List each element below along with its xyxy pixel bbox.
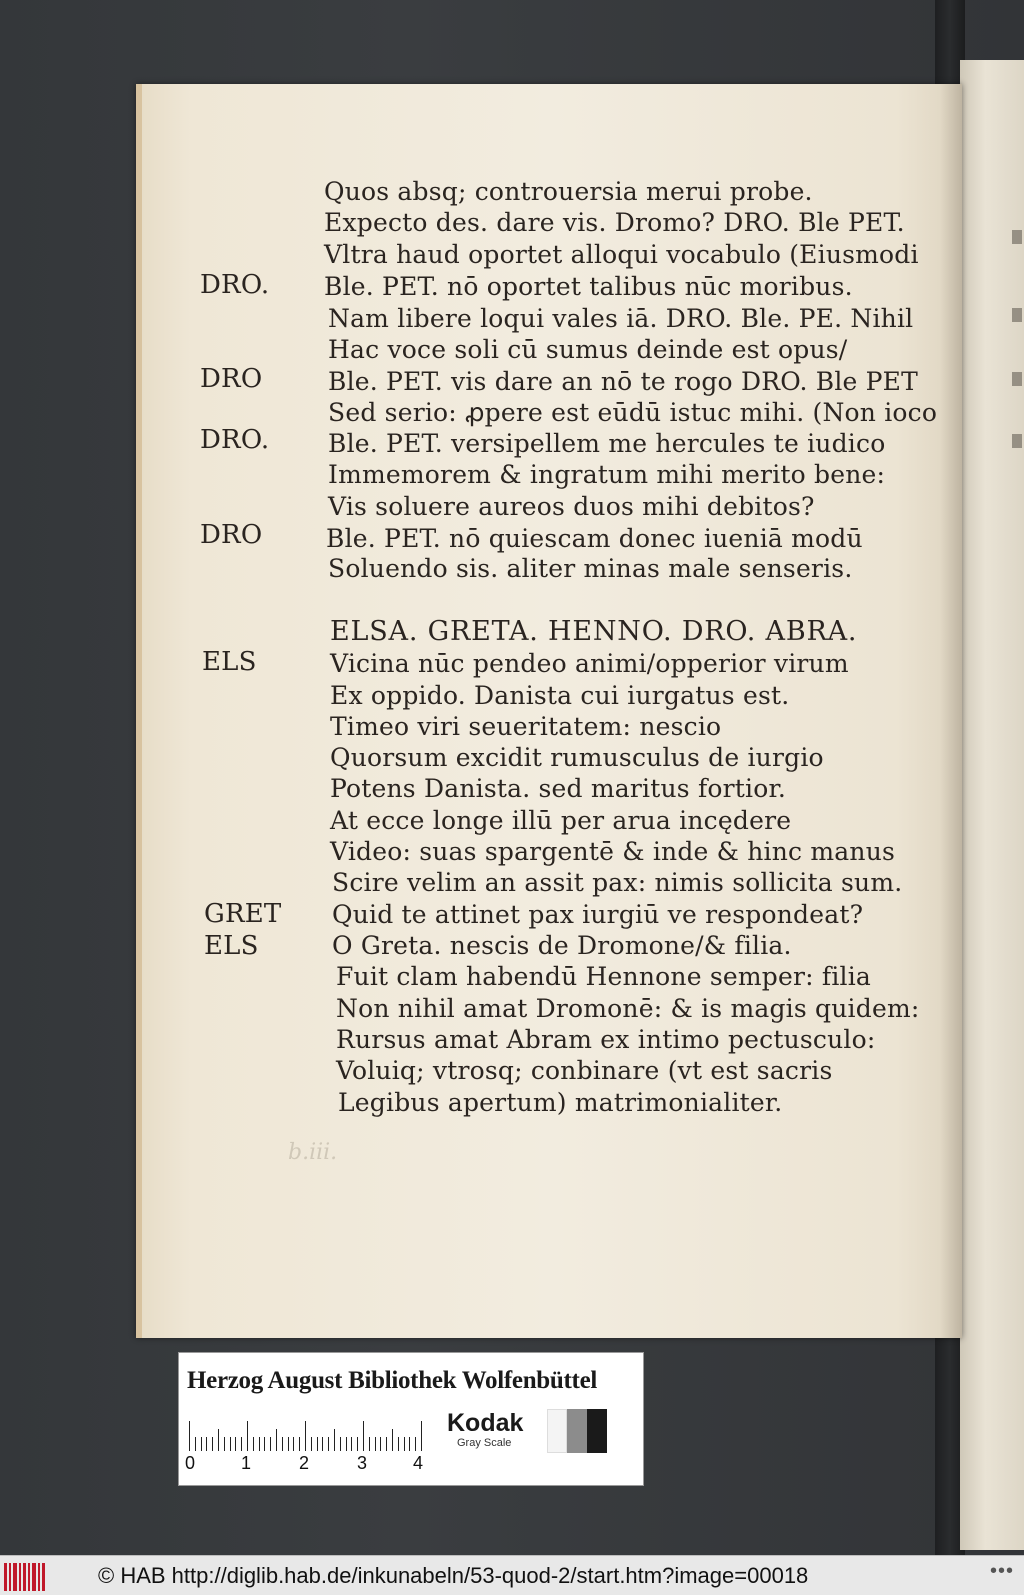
ruler-tick <box>212 1437 213 1451</box>
ruler-tick <box>264 1437 265 1451</box>
hab-logo-icon <box>4 1563 48 1591</box>
ruler-tick <box>293 1437 294 1451</box>
ruler-tick <box>241 1437 242 1451</box>
verse-line: Rursus amat Abram ex intimo pectusculo: <box>336 1025 876 1054</box>
more-menu-icon[interactable]: ••• <box>989 1560 1014 1582</box>
ruler-number: 0 <box>185 1453 196 1473</box>
footer-bar <box>0 1555 1024 1595</box>
verse-line: Ex oppido. Danista cui iurgatus est. <box>330 681 790 710</box>
book-page <box>136 84 962 1338</box>
scale-ruler <box>189 1411 431 1451</box>
verse-line: At ecce longe illū per arua incędere <box>330 806 792 835</box>
verse-line: Ble. PET. vis dare an nō te rogo DRO. Ble PET <box>328 367 919 396</box>
ruler-tick <box>322 1437 323 1451</box>
ruler-number: 4 <box>413 1453 424 1473</box>
signature-mark: b.iii. <box>288 1140 338 1165</box>
verse-line: Scire velim an assit pax: nimis sollicita sum. <box>332 868 903 897</box>
verse-line: Vis soluere aureos duos mihi debitos? <box>328 492 815 521</box>
ruler-tick <box>201 1437 202 1451</box>
ruler-tick <box>247 1421 248 1451</box>
verse-line: Vicina nūc pendeo animi/opperior virum <box>330 649 849 678</box>
speaker-label: DRO <box>200 520 263 550</box>
ruler-tick <box>305 1421 306 1451</box>
kodak-subtitle: Gray Scale <box>457 1437 512 1449</box>
verse-line: Vltra haud oportet alloqui vocabulo (Eiusmodi <box>324 240 919 269</box>
gray-patch-white <box>547 1409 567 1453</box>
ruler-tick <box>380 1437 381 1451</box>
ruler-tick <box>288 1437 289 1451</box>
ruler-tick <box>270 1437 271 1451</box>
verse-line: Immemorem & ingratum mihi merito bene: <box>328 460 886 489</box>
ruler-tick <box>415 1437 416 1451</box>
bleed-through-mark <box>1012 372 1022 386</box>
verse-line: Timeo viri seueritatem: nescio <box>330 712 722 741</box>
ruler-tick <box>340 1437 341 1451</box>
verse-line: Sed serio: ꝓpere est eūdū istuc mihi. (Non ioco <box>328 398 938 427</box>
ruler-tick <box>299 1437 300 1451</box>
ruler-tick <box>363 1421 364 1451</box>
ruler-tick <box>317 1437 318 1451</box>
ruler-number: 1 <box>241 1453 252 1473</box>
ruler-tick <box>409 1437 410 1451</box>
ruler-tick <box>218 1429 219 1451</box>
verse-line: Ble. PET. nō oportet talibus nūc moribus. <box>324 272 853 301</box>
institution-name: Herzog August Bibliothek Wolfenbüttel <box>187 1367 598 1394</box>
ruler-tick <box>351 1437 352 1451</box>
ruler-tick <box>334 1429 335 1451</box>
verse-line: Ble. PET. versipellem me hercules te iudico <box>328 429 886 458</box>
ruler-tick <box>421 1421 422 1451</box>
verse-line: Nam libere loqui vales iā. DRO. Ble. PE. Nihil <box>328 304 914 333</box>
ruler-tick <box>346 1437 347 1451</box>
verse-line: Ble. PET. nō quiescam donec iueniā modū <box>326 524 863 553</box>
kodak-logo: Kodak <box>447 1409 524 1437</box>
ruler-tick <box>224 1437 225 1451</box>
ruler-tick <box>189 1421 190 1451</box>
ruler-tick <box>398 1437 399 1451</box>
ruler-tick <box>311 1437 312 1451</box>
ruler-tick <box>392 1429 393 1451</box>
ruler-tick <box>276 1429 277 1451</box>
bleed-through-mark <box>1012 230 1022 244</box>
speaker-label: DRO. <box>200 270 270 300</box>
verse-line: Potens Danista. sed maritus fortior. <box>330 774 787 803</box>
ruler-tick <box>404 1437 405 1451</box>
ruler-tick <box>357 1437 358 1451</box>
verse-line: Quos absq; controuersia merui probe. <box>324 177 813 206</box>
verse-line: Voluiq; vtrosq; conbinare (vt est sacris <box>336 1056 833 1085</box>
verse-line: Hac voce soli cū sumus deinde est opus/ <box>328 335 848 364</box>
verse-line: Quid te attinet pax iurgiū ve respondeat? <box>332 900 864 929</box>
ruler-number: 2 <box>299 1453 310 1473</box>
ruler-tick <box>195 1437 196 1451</box>
verse-line: O Greta. nescis de Dromone/& filia. <box>332 931 792 960</box>
verse-line: Soluendo sis. aliter minas male senseris. <box>328 554 853 583</box>
copyright-url[interactable]: © HAB http://diglib.hab.de/inkunabeln/53-quod-2/start.htm?image=00018 <box>98 1563 809 1588</box>
ruler-tick <box>259 1437 260 1451</box>
scene-heading: ELSA. GRETA. HENNO. DRO. ABRA. <box>330 616 858 647</box>
ruler-tick <box>369 1437 370 1451</box>
ruler-tick <box>328 1437 329 1451</box>
gray-patch-black <box>587 1409 607 1453</box>
speaker-label: DRO. <box>200 425 270 455</box>
ruler-tick <box>282 1437 283 1451</box>
speaker-label: ELS <box>202 647 257 677</box>
speaker-label: DRO <box>200 364 263 394</box>
speaker-label: GRET <box>204 899 282 929</box>
verse-line: Quorsum excidit rumusculus de iurgio <box>330 743 824 772</box>
verse-line: Fuit clam habendū Hennone semper: filia <box>336 962 872 991</box>
scan-color-card <box>178 1352 644 1486</box>
ruler-tick <box>206 1437 207 1451</box>
verse-line: Video: suas spargentē & inde & hinc manus <box>330 837 896 866</box>
ruler-tick <box>386 1437 387 1451</box>
verse-line: Expecto des. dare vis. Dromo? DRO. Ble PET. <box>324 208 905 237</box>
ruler-tick <box>235 1437 236 1451</box>
verse-line: Non nihil amat Dromonē: & is magis quidem: <box>336 994 920 1023</box>
bleed-through-mark <box>1012 434 1022 448</box>
gray-patch-mid <box>567 1409 587 1453</box>
speaker-label: ELS <box>204 931 259 961</box>
verse-line: Legibus apertum) matrimonialiter. <box>338 1088 783 1117</box>
ruler-tick <box>230 1437 231 1451</box>
page-gutter-shadow <box>940 84 962 1338</box>
ruler-number: 3 <box>357 1453 368 1473</box>
facing-page-edge <box>960 60 1024 1550</box>
ruler-tick <box>253 1437 254 1451</box>
bleed-through-mark <box>1012 308 1022 322</box>
ruler-tick <box>375 1437 376 1451</box>
